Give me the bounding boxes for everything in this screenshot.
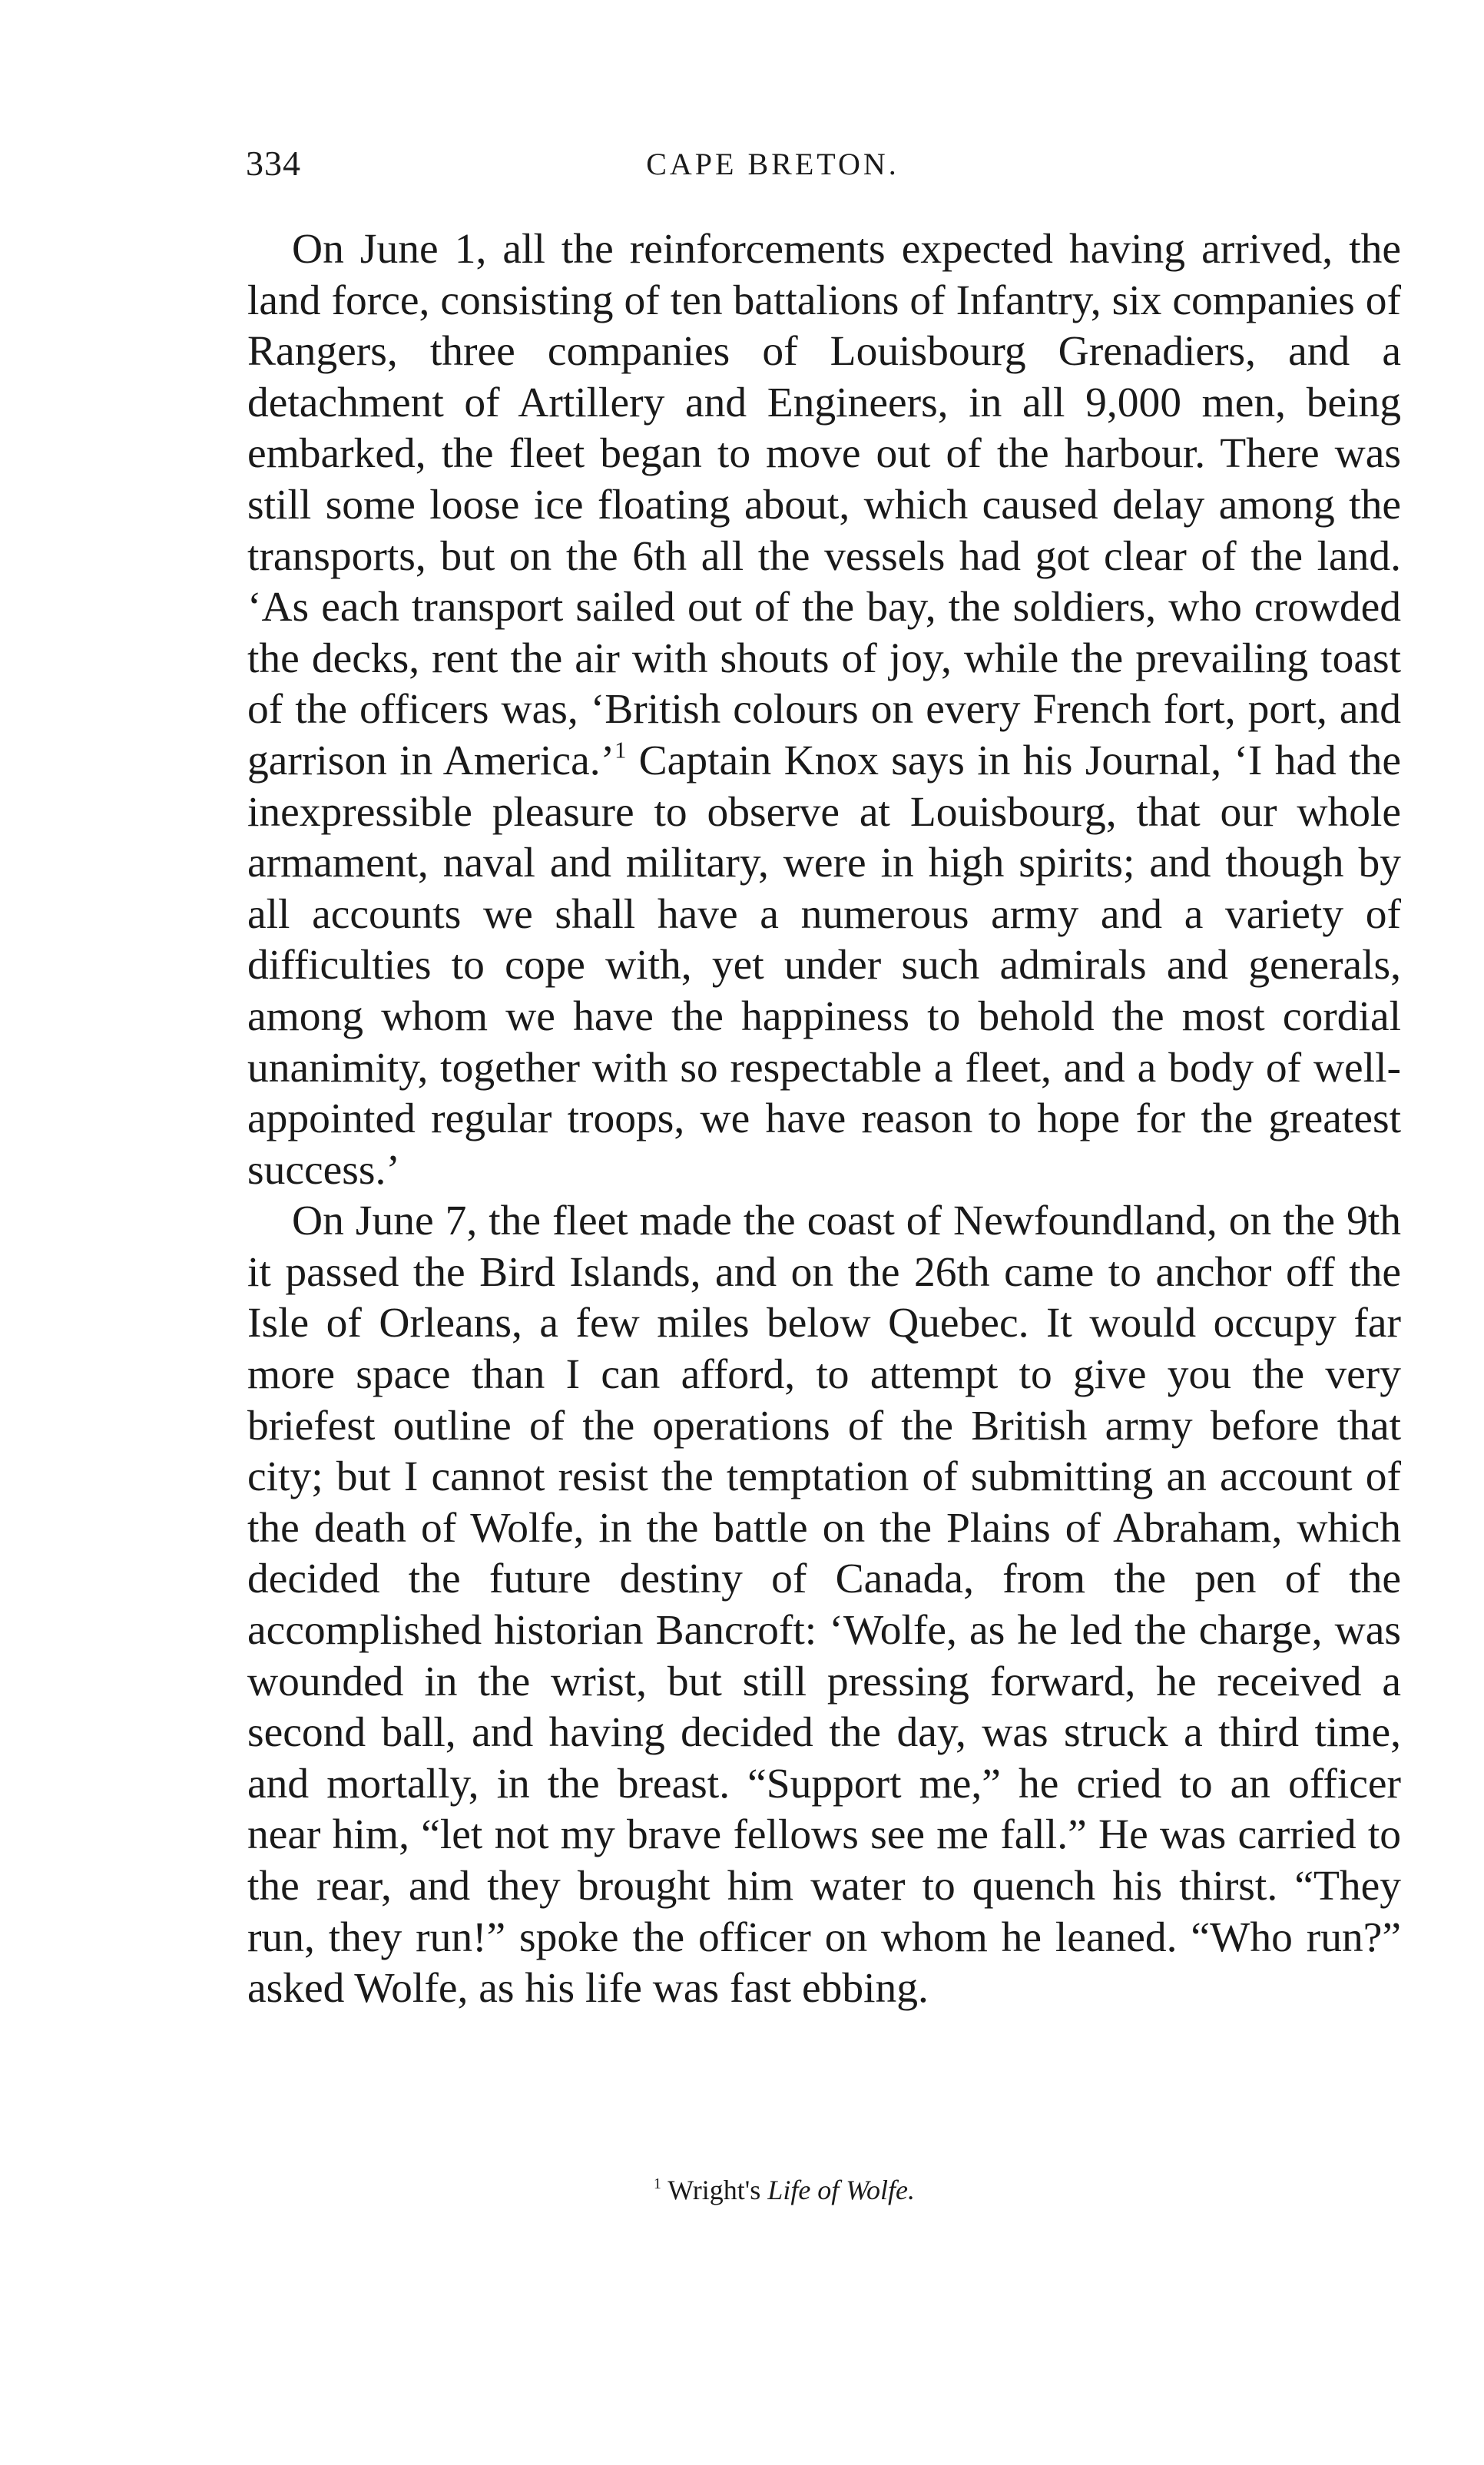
page-number: 334 [246, 144, 301, 183]
body-text [247, 224, 1401, 2015]
footnote-marker: 1 [654, 2175, 661, 2193]
footnote-title: Life of Wolfe. [767, 2175, 915, 2205]
paragraph-1 [247, 224, 1401, 1196]
paragraph-1-text-after-note: Captain Knox says in his Journal, ‘I had the inexpressible pleasure to observe at Louisbourg, that our whole armament, naval and military, were in high spirits; and though by all accounts we shall have a numerous army and a variety of difficulties to cope with, yet under such admirals and generals, among whom we have the happiness to behold the most cordial unanimity, together with so respectable a fleet, and a body of well-appointed regular troops, we have reason to hope for the greatest success.’ [247, 737, 1401, 1194]
footnote [0, 2174, 1484, 2206]
paragraph-1-text-before-note: On June 1, all the reinforcements expected having arrived, the land force, consisting of ten battalions of Infantry, six companies of Rangers, three companies of Louisbourg Grenadiers, and a detachment of Artillery and Engineers, in all 9,000 men, being embarked, the fleet began to move out of the harbour. There was still some loose ice floating about, which caused delay among the transports, but on the 6th all the vessels had got clear of the land. ‘As each transport sailed out of the bay, the soldiers, who crowded the decks, rent the air with shouts of joy, while the prevailing toast of the officers was, ‘British colours on every French fort, port, and garrison in America.’ [247, 226, 1401, 784]
footnote-author-text: Wright's [667, 2175, 768, 2205]
footnote-reference-marker: 1 [614, 737, 627, 764]
running-title: CAPE BRETON. [646, 147, 899, 181]
paragraph-2: On June 7, the fleet made the coast of Newfoundland, on the 9th it passed the Bird Islands, and on the 26th came to anchor off the Isle of Orleans, a few miles below Quebec. It would occupy far more space than I can afford, to attempt to give you the very briefest outline of the operations of the British army before that city; but I cannot resist the temptation of submitting an account of the death of Wolfe, in the battle on the Plains of Abraham, which decided the future destiny of Canada, from the pen of the accomplished historian Bancroft: ‘Wolfe, as he led the charge, was wounded in the wrist, but still pressing forward, he received a second ball, and having decided the day, was struck a third time, and mortally, in the breast. “Support me,” he cried to an officer near him, “let not my brave fellows see me fall.” He was carried to the rear, and they brought him water to quench his thirst. “They run, they run!” spoke the officer on whom he leaned. “Who run?” asked Wolfe, as his life was fast ebbing. [247, 1198, 1401, 2013]
